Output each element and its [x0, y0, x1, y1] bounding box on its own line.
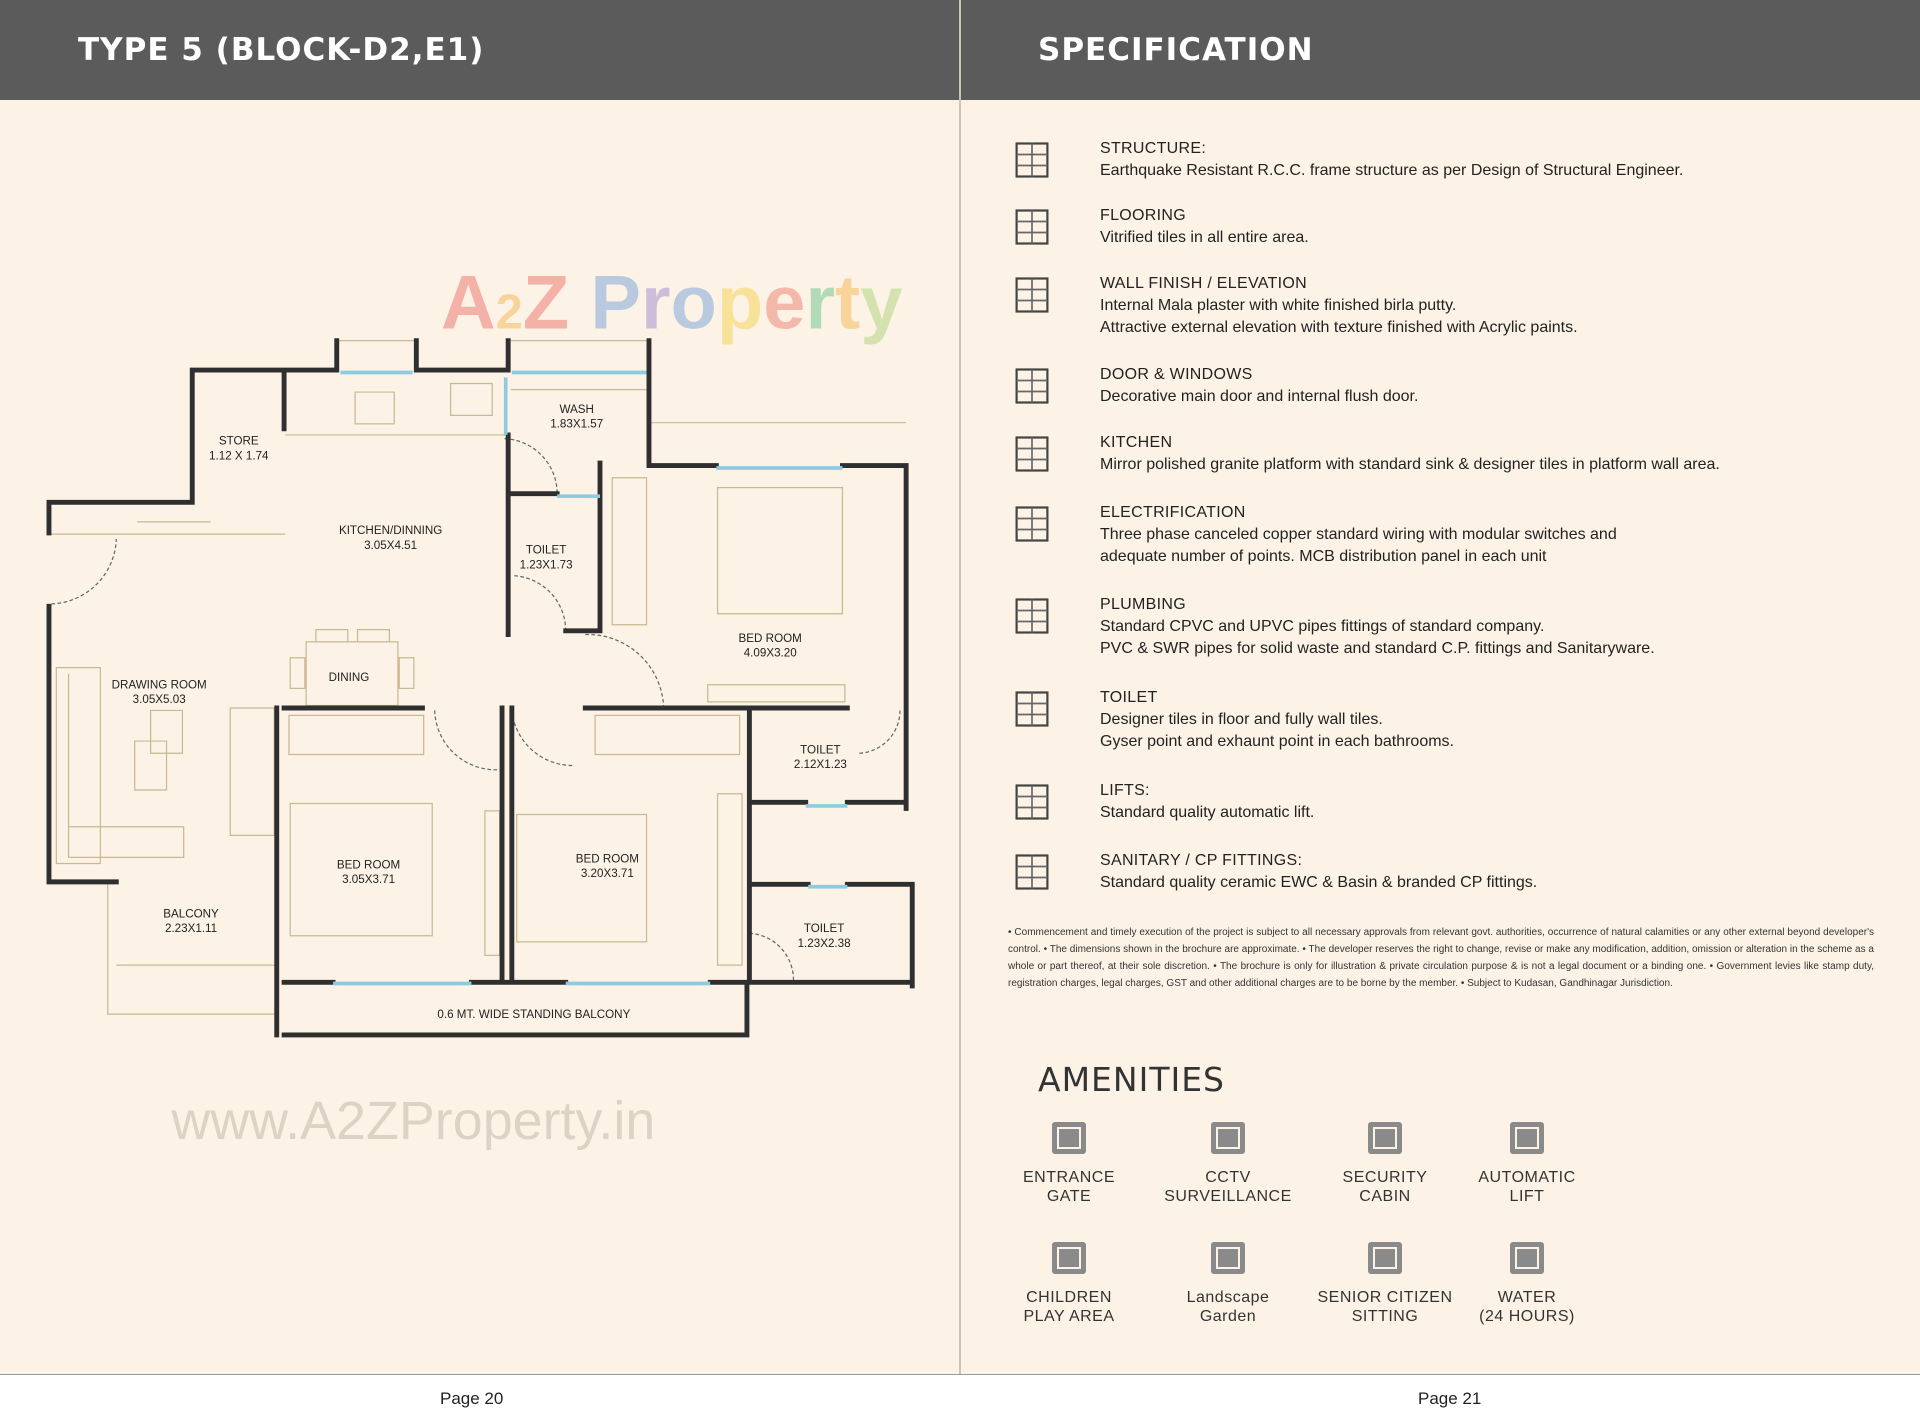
- spec-title: ELECTRIFICATION: [1100, 504, 1246, 521]
- room-size: 3.05X5.03: [132, 693, 186, 707]
- spec-text: Standard quality ceramic EWC & Basin & branded CP fittings.: [1100, 874, 1538, 891]
- room-size: 3.20X3.71: [580, 866, 634, 880]
- room-label: BALCONY: [163, 907, 219, 921]
- room-label: TOILET: [525, 543, 567, 557]
- spec-text: PVC & SWR pipes for solid waste and standard C.P. fittings and Sanitaryware.: [1100, 640, 1655, 657]
- security-cabin-icon: [1307, 1112, 1463, 1162]
- amenity-label: CCTV: [1205, 1169, 1251, 1186]
- spec-text: Mirror polished granite platform with standard sink & designer tiles in platform wall area.: [1100, 456, 1720, 473]
- room-label: KITCHEN/DINNING: [338, 524, 443, 538]
- spec-text: Internal Mala plaster with white finished birla putty.: [1100, 297, 1457, 314]
- spec-item: [1010, 205, 1890, 253]
- amenity-label: Garden: [1199, 1308, 1257, 1325]
- amenity-label: (24 HOURS): [1479, 1308, 1575, 1325]
- amenity-item: [1150, 1232, 1306, 1326]
- kitchen-icon: [1010, 432, 1060, 480]
- spec-item: [1010, 432, 1890, 480]
- garden-icon: [1150, 1232, 1306, 1282]
- spec-text: Gyser point and exhaunt point in each bathrooms.: [1100, 733, 1454, 750]
- spec-title: FLOORING: [1100, 207, 1186, 224]
- toilet-icon: [1010, 687, 1060, 735]
- amenity-label: LIFT: [1509, 1188, 1545, 1205]
- spec-item: [1010, 780, 1890, 828]
- room-label: BED ROOM: [575, 852, 639, 866]
- room-size: 1.23X2.38: [797, 936, 851, 950]
- flooring-icon: [1010, 205, 1060, 253]
- spec-item: [1010, 594, 1890, 660]
- room-size: 1.83X1.57: [550, 417, 604, 431]
- plumbing-icon: [1010, 594, 1060, 642]
- amenity-item: [991, 1112, 1147, 1206]
- spec-title: STRUCTURE:: [1100, 140, 1207, 157]
- amenity-item: [991, 1232, 1147, 1326]
- amenity-label: SENIOR CITIZEN: [1317, 1289, 1453, 1306]
- room-size: 1.12 X 1.74: [209, 449, 269, 463]
- room-size: 2.23X1.11: [164, 922, 218, 936]
- structure-icon: [1010, 138, 1060, 186]
- room-label: BED ROOM: [738, 631, 802, 645]
- url-watermark: www.A2ZProperty.in: [171, 1091, 656, 1152]
- room-size: 2.12X1.23: [793, 757, 847, 771]
- door-window-icon: [1010, 364, 1060, 412]
- amenity-label: SECURITY: [1342, 1169, 1428, 1186]
- spec-title: TOILET: [1100, 689, 1158, 706]
- amenity-label: ENTRANCE: [1022, 1169, 1115, 1186]
- room-label: TOILET: [800, 743, 841, 757]
- water-tap-icon: [1449, 1232, 1605, 1282]
- disclaimer: • Commencement and timely execution of the project is subject to all necessary approvals from relevant govt. authorities, occurrence of natural calamities or any other external beyond developer's control. • The dimensions shown in the brochure are approximate. • The developer reserves the right to change, revise or make any modification, addition, omission or alteration in the scheme as a whole or part thereof, at their sole discretion. • The brochure is only for illustration & private circulation purpose & is not a legal document or a binding one. • Government levies like stamp duty, registration charges, legal charges, GST and other additional charges are to be borne by the member. • Subject to Kudasan, Gandhinagar Jurisdiction.: [1008, 927, 1874, 989]
- amenity-label: GATE: [1046, 1188, 1092, 1205]
- spec-text: Three phase canceled copper standard wiring with modular switches and: [1100, 526, 1617, 543]
- lift-icon: [1449, 1112, 1605, 1162]
- wall-icon: [1010, 273, 1060, 321]
- amenity-item: [1307, 1112, 1463, 1206]
- room-size: 3.05X4.51: [364, 538, 418, 552]
- cctv-icon: [1150, 1112, 1306, 1162]
- floor-plan-title: TYPE 5 (BLOCK-D2,E1): [78, 32, 485, 68]
- amenity-item: [1449, 1112, 1605, 1206]
- spec-title: PLUMBING: [1100, 596, 1186, 613]
- room-label: WASH: [559, 402, 594, 416]
- logo-watermark: A2Z Property: [440, 260, 903, 346]
- room-label: 0.6 MT. WIDE STANDING BALCONY: [437, 1007, 631, 1021]
- bench-icon: [1307, 1232, 1463, 1282]
- spec-text: Vitrified tiles in all entire area.: [1100, 229, 1309, 246]
- children-icon: [991, 1232, 1147, 1282]
- lift-icon: [1010, 780, 1060, 828]
- room-size: 1.23X1.73: [519, 558, 573, 572]
- amenity-label: WATER: [1497, 1289, 1557, 1306]
- amenity-label: SITTING: [1351, 1308, 1419, 1325]
- spec-item: [1010, 273, 1890, 339]
- right-page-header: [961, 0, 1920, 100]
- spec-item: [1010, 364, 1890, 412]
- room-size: 3.05X3.71: [342, 873, 396, 887]
- spec-text: Designer tiles in floor and fully wall tiles.: [1100, 711, 1383, 728]
- room-size: 4.09X3.20: [743, 646, 797, 660]
- sanitary-icon: [1010, 850, 1060, 898]
- spec-title: DOOR & WINDOWS: [1100, 366, 1253, 383]
- spec-item: [1010, 138, 1890, 186]
- spec-title: KITCHEN: [1100, 434, 1173, 451]
- specification-title: SPECIFICATION: [1038, 32, 1314, 68]
- page-number-left: Page 20: [440, 1389, 504, 1408]
- gate-icon: [991, 1112, 1147, 1162]
- spec-text: Attractive external elevation with texture finished with Acrylic paints.: [1100, 319, 1578, 336]
- spec-item: [1010, 502, 1890, 568]
- electric-icon: [1010, 502, 1060, 550]
- room-label: DINING: [328, 671, 370, 685]
- amenity-label: PLAY AREA: [1023, 1308, 1115, 1325]
- spec-title: LIFTS:: [1100, 782, 1150, 799]
- amenity-item: [1307, 1232, 1463, 1326]
- room-label: TOILET: [803, 922, 845, 936]
- spec-title: SANITARY / CP FITTINGS:: [1100, 852, 1303, 869]
- footer: [0, 1374, 1920, 1427]
- amenity-label: Landscape: [1186, 1289, 1270, 1306]
- room-label: DRAWING ROOM: [111, 678, 207, 692]
- spec-text: Earthquake Resistant R.C.C. frame structure as per Design of Structural Engineer.: [1100, 162, 1684, 179]
- room-label: BED ROOM: [336, 858, 401, 872]
- amenities-title: AMENITIES: [1038, 1060, 1226, 1099]
- spec-item: [1010, 850, 1890, 898]
- spec-text: adequate number of points. MCB distribution panel in each unit: [1100, 548, 1547, 565]
- room-label: STORE: [218, 434, 259, 448]
- amenity-label: CABIN: [1359, 1188, 1411, 1205]
- page-number-right: Page 21: [1418, 1389, 1482, 1408]
- spec-title: WALL FINISH / ELEVATION: [1100, 275, 1307, 292]
- spec-item: [1010, 687, 1890, 753]
- amenity-item: [1150, 1112, 1306, 1206]
- amenity-label: SURVEILLANCE: [1164, 1188, 1292, 1205]
- spec-text: Standard CPVC and UPVC pipes fittings of standard company.: [1100, 618, 1545, 635]
- amenity-label: CHILDREN: [1026, 1289, 1112, 1306]
- spec-text: Decorative main door and internal flush door.: [1100, 388, 1419, 405]
- spec-text: Standard quality automatic lift.: [1100, 804, 1315, 821]
- amenity-label: AUTOMATIC: [1478, 1169, 1576, 1186]
- amenity-item: [1449, 1232, 1605, 1326]
